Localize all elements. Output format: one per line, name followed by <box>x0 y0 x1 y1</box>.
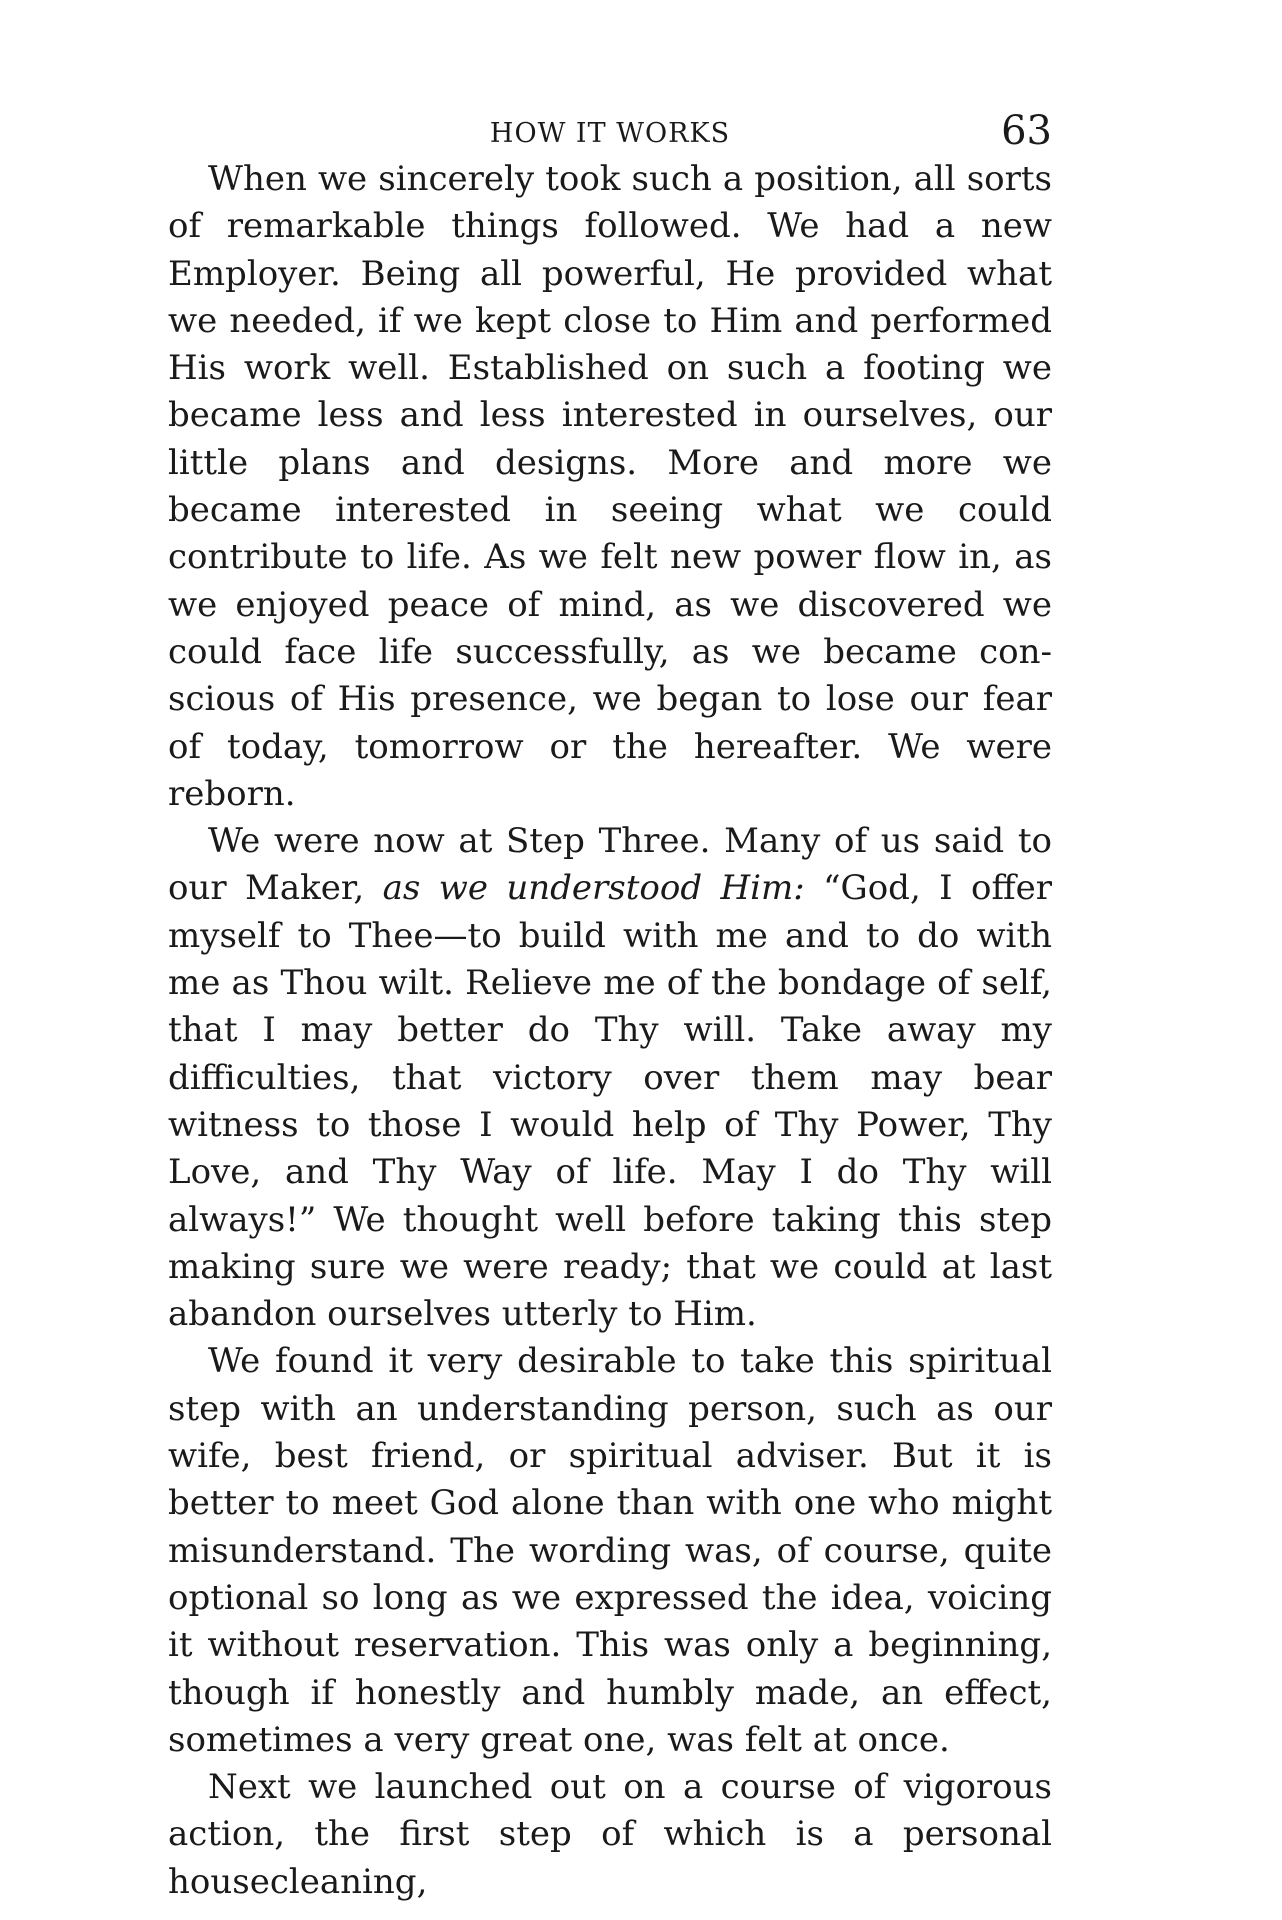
paragraph-2-end: “God, I offer myself to Thee—to build with me and to do with me as Thou wilt. Relieve me of the bondage of self, that I may better do Thy will. Take away my difficulties, that victory over them may bear witness to those I would help of Thy Power, Thy Love, and Thy Way of life. May I do Thy will always!” We thought well before taking this step making sure we were ready; that we could at last abandon ourselves utterly to Him. <box>168 868 1053 1335</box>
paragraph-1: When we sincerely took such a position, all sorts of remarkable things followed. We had a new Employer. Being all powerful, He provided what we needed, if we kept close to Him and performed His work well. Established on such a footing we became less and less interested in ourselves, our little plans and designs. More and more we became interested in seeing what we could contribute to life. As we felt new power flow in, as we enjoyed peace of mind, as we discovered we could face life successfully, as we became conscious of His presence, we began to lose our fear of today, tomorrow or the hereafter. We were reborn. <box>168 159 1052 814</box>
paragraph-2-start: We were now at Step Three. Many of us said to our Maker, <box>168 821 1052 909</box>
paragraph-3: We found it very desirable to take this spiritual step with an understanding person, such as our wife, best friend, or spiritual adviser. But it is better to meet God alone than with one who might misunderstand. The wording was, of course, quite optional so long as we expressed the idea, voicing it without reservation. This was only a beginning, though if honestly and humbly made, an effect, sometimes a very great one, was felt at once. <box>168 1341 1052 1760</box>
book-page <box>168 108 1052 1906</box>
paragraph-4: Next we launched out on a course of vigorous action, the first step of which is a personal housecleaning, <box>168 1767 1052 1902</box>
paragraph-2 <box>168 818 1052 1338</box>
paragraph-2-italic: as we understood Him: <box>382 868 805 909</box>
running-title: HOW IT WORKS <box>489 118 731 149</box>
page-number: 63 <box>1001 108 1052 154</box>
body-text <box>168 156 1052 1906</box>
running-head <box>168 108 1052 156</box>
